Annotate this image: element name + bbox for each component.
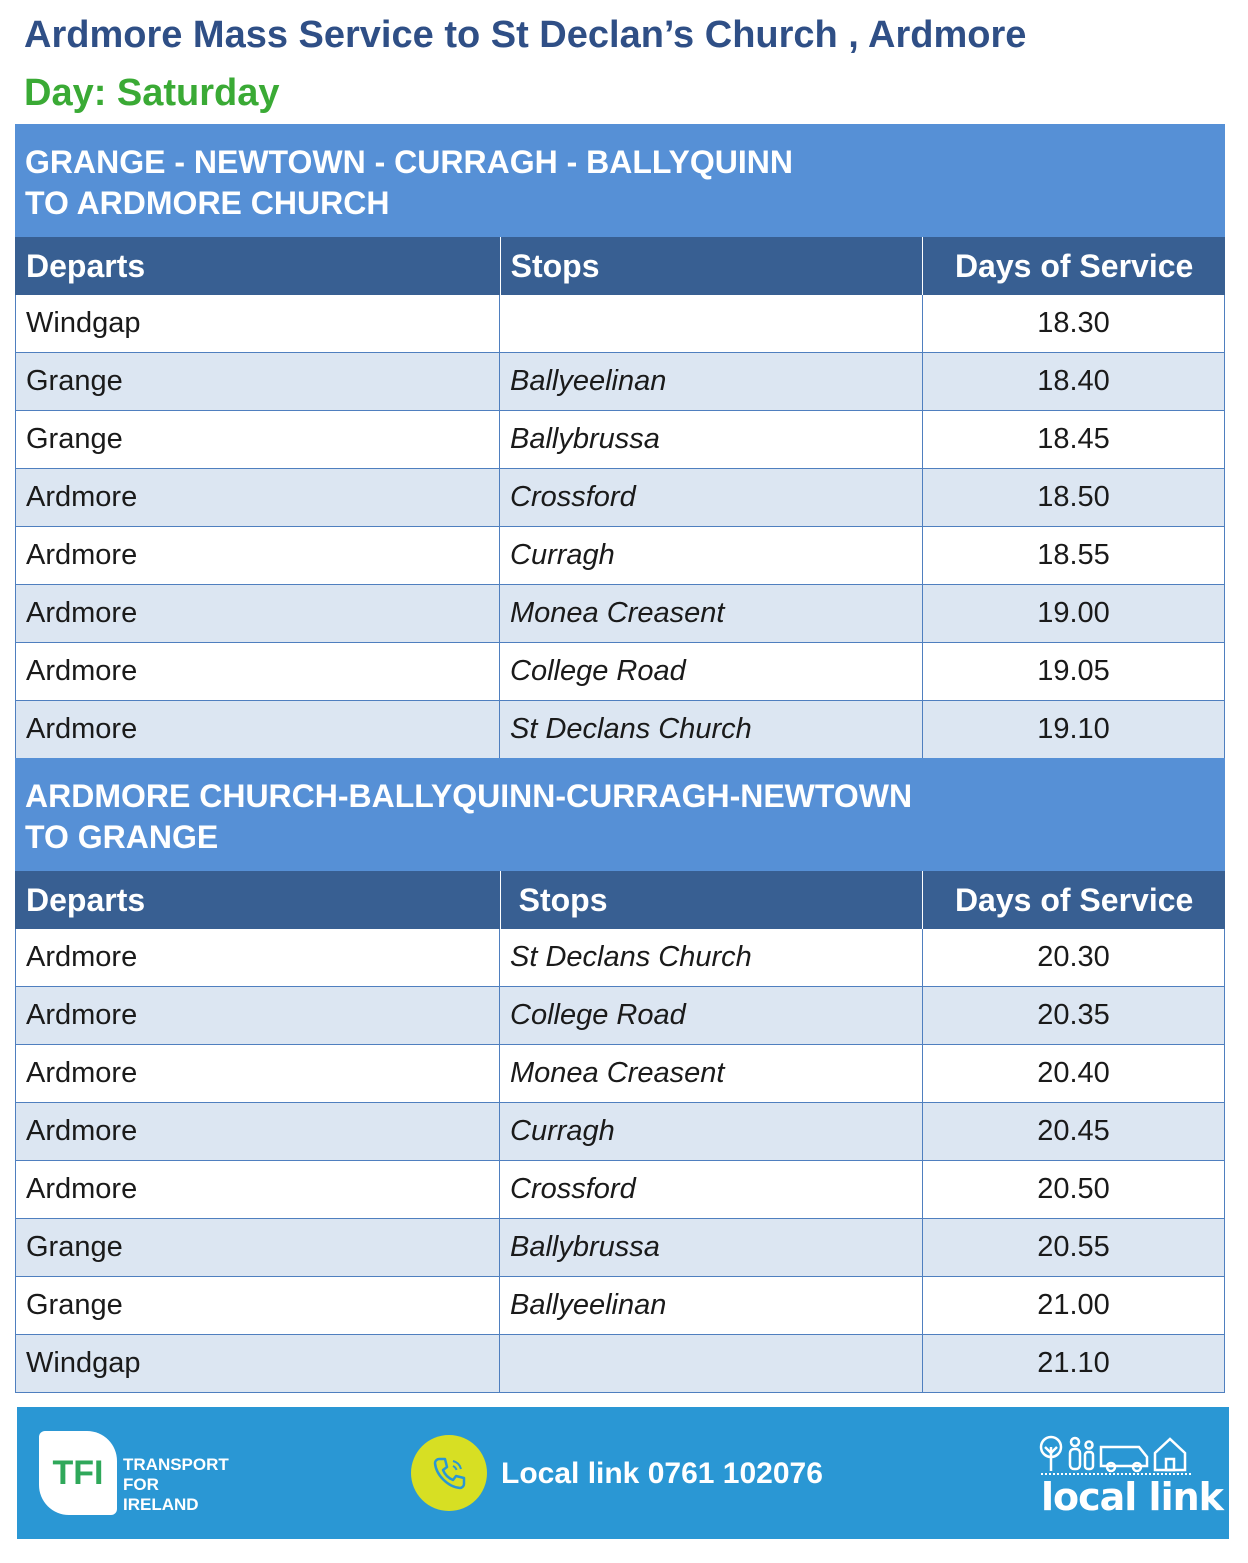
return-heading-line2: TO GRANGE xyxy=(25,819,219,855)
stop-cell: College Road xyxy=(500,987,923,1044)
depart-cell: Ardmore xyxy=(15,929,500,986)
time-cell: 18.40 xyxy=(923,353,1225,410)
time-cell: 18.30 xyxy=(923,295,1225,352)
house-icon xyxy=(1155,1439,1185,1470)
return-route-heading xyxy=(15,758,1225,871)
phone-icon xyxy=(411,1435,487,1511)
depart-cell: Grange xyxy=(15,411,500,468)
time-cell: 20.50 xyxy=(923,1161,1225,1218)
outbound-heading-line2: TO ARDMORE CHURCH xyxy=(25,185,390,221)
tfi-logo xyxy=(39,1431,117,1515)
stop-cell: Crossford xyxy=(500,1161,923,1218)
col-departs: Departs xyxy=(16,871,501,929)
depart-cell: Grange xyxy=(15,1277,500,1334)
time-cell: 19.10 xyxy=(923,701,1225,758)
depart-cell: Grange xyxy=(15,1219,500,1276)
return-rows xyxy=(15,929,1225,1393)
local-link-phone: Local link 0761 102076 xyxy=(501,1457,823,1490)
outbound-rows xyxy=(15,295,1225,759)
table-row xyxy=(15,929,1225,987)
return-heading-line1: ARDMORE CHURCH-BALLYQUINN-CURRAGH-NEWTOWN xyxy=(25,778,913,814)
col-stops: Stops xyxy=(501,237,924,295)
table-row xyxy=(15,295,1225,353)
stop-cell: Ballybrussa xyxy=(500,1219,923,1276)
stop-cell: Ballyeelinan xyxy=(500,1277,923,1334)
stop-cell: Ballybrussa xyxy=(500,411,923,468)
local-link-logo: local link xyxy=(1041,1475,1223,1519)
bus-icon xyxy=(1101,1447,1147,1471)
page-title: Ardmore Mass Service to St Declan’s Church , Ardmore xyxy=(24,14,1027,56)
table-row xyxy=(15,1219,1225,1277)
table-row xyxy=(15,1335,1225,1393)
depart-cell: Grange xyxy=(15,353,500,410)
depart-cell: Ardmore xyxy=(15,987,500,1044)
table-row xyxy=(15,1103,1225,1161)
table-row xyxy=(15,1277,1225,1335)
day-label: Day: Saturday xyxy=(24,72,280,114)
depart-cell: Ardmore xyxy=(15,585,500,642)
local-link-icons xyxy=(1039,1433,1189,1473)
depart-cell: Ardmore xyxy=(15,1045,500,1102)
stop-cell xyxy=(500,295,923,352)
table-row xyxy=(15,353,1225,411)
time-cell: 21.10 xyxy=(923,1335,1225,1392)
table-row xyxy=(15,701,1225,759)
tfi-logo-text: TFI xyxy=(52,1453,104,1492)
footer-banner xyxy=(17,1407,1229,1539)
tfi-line1: TRANSPORT xyxy=(123,1455,229,1474)
stop-cell: Curragh xyxy=(500,1103,923,1160)
stop-cell xyxy=(500,1335,923,1392)
stop-cell: St Declans Church xyxy=(500,701,923,758)
depart-cell: Windgap xyxy=(15,295,500,352)
time-cell: 20.30 xyxy=(923,929,1225,986)
table-row xyxy=(15,987,1225,1045)
time-cell: 19.00 xyxy=(923,585,1225,642)
time-cell: 18.55 xyxy=(923,527,1225,584)
table-row xyxy=(15,1045,1225,1103)
stop-cell: College Road xyxy=(500,643,923,700)
stop-cell: St Declans Church xyxy=(500,929,923,986)
table-row xyxy=(15,643,1225,701)
stop-cell: Crossford xyxy=(500,469,923,526)
time-cell: 20.55 xyxy=(923,1219,1225,1276)
tfi-line3: IRELAND xyxy=(123,1495,199,1514)
time-cell: 21.00 xyxy=(923,1277,1225,1334)
outbound-timetable xyxy=(15,124,1225,759)
depart-cell: Ardmore xyxy=(15,1161,500,1218)
depart-cell: Ardmore xyxy=(15,701,500,758)
outbound-route-heading xyxy=(15,124,1225,237)
table-row xyxy=(15,585,1225,643)
table-row xyxy=(15,527,1225,585)
tfi-wordmark xyxy=(123,1455,229,1515)
stop-cell: Curragh xyxy=(500,527,923,584)
stop-cell: Monea Creasent xyxy=(500,585,923,642)
depart-cell: Ardmore xyxy=(15,469,500,526)
time-cell: 20.35 xyxy=(923,987,1225,1044)
depart-cell: Windgap xyxy=(15,1335,500,1392)
stop-cell: Monea Creasent xyxy=(500,1045,923,1102)
col-departs: Departs xyxy=(16,237,501,295)
depart-cell: Ardmore xyxy=(15,643,500,700)
col-stops: Stops xyxy=(501,871,924,929)
stop-cell: Ballyeelinan xyxy=(500,353,923,410)
return-timetable xyxy=(15,758,1225,1393)
table-row xyxy=(15,1161,1225,1219)
time-cell: 20.40 xyxy=(923,1045,1225,1102)
table-row xyxy=(15,469,1225,527)
outbound-column-header xyxy=(15,237,1225,295)
people-icon xyxy=(1070,1438,1093,1469)
col-days: Days of Service xyxy=(954,247,1194,284)
time-cell: 18.50 xyxy=(923,469,1225,526)
return-column-header xyxy=(15,871,1225,929)
depart-cell: Ardmore xyxy=(15,527,500,584)
table-row xyxy=(15,411,1225,469)
col-days: Days of Service xyxy=(954,881,1194,918)
tfi-line2: FOR xyxy=(123,1475,159,1494)
depart-cell: Ardmore xyxy=(15,1103,500,1160)
time-cell: 19.05 xyxy=(923,643,1225,700)
time-cell: 20.45 xyxy=(923,1103,1225,1160)
outbound-heading-line1: GRANGE - NEWTOWN - CURRAGH - BALLYQUINN xyxy=(25,144,793,180)
time-cell: 18.45 xyxy=(923,411,1225,468)
tree-icon xyxy=(1041,1437,1061,1471)
